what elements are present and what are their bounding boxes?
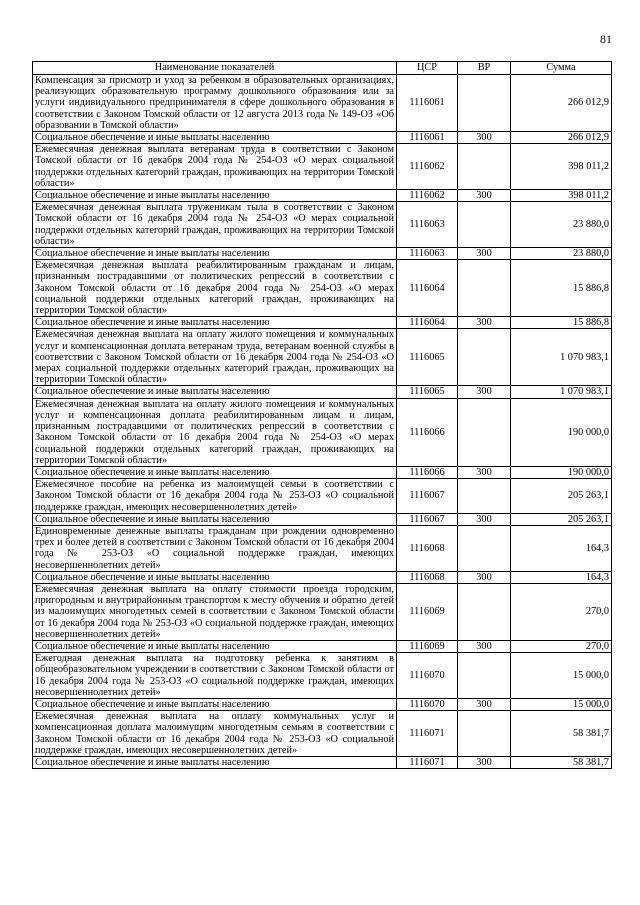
row-sum-cell: 164,3 xyxy=(511,571,612,583)
row-sum-cell: 1 070 983,1 xyxy=(511,386,612,398)
row-csr-cell: 1116065 xyxy=(397,329,458,386)
row-name-cell: Социальное обеспечение и иные выплаты населению xyxy=(33,190,397,202)
row-vr-cell xyxy=(458,144,511,190)
table-row xyxy=(33,132,612,144)
row-name-cell: Ежемесячная денежная выплата реабилитированным гражданам и лицам, признанным пострадавшими от политических репрессий в соответствии с Законом Томской области от 16 декабря 2004 года № 254-ОЗ «О мерах социальной поддержки отдельных категорий граждан, проживающих на территории Томской области» xyxy=(33,260,397,317)
row-csr-cell: 1116067 xyxy=(397,513,458,525)
row-name-cell: Ежемесячная денежная выплата труженикам тыла в соответствии с Законом Томской области от 16 декабря 2004 года № 254-ОЗ «О мерах социальной поддержки отдельных категорий граждан, проживающих на территории Томской области» xyxy=(33,202,397,248)
row-vr-cell xyxy=(458,398,511,466)
table-row xyxy=(33,398,612,466)
row-sum-cell: 266 012,9 xyxy=(511,75,612,132)
table-row xyxy=(33,260,612,317)
row-sum-cell: 15 000,0 xyxy=(511,653,612,699)
row-vr-cell xyxy=(458,583,511,640)
row-name-cell: Социальное обеспечение и иные выплаты населению xyxy=(33,571,397,583)
row-vr-cell xyxy=(458,260,511,317)
row-csr-cell: 1116061 xyxy=(397,75,458,132)
row-name-cell: Социальное обеспечение и иные выплаты населению xyxy=(33,698,397,710)
row-sum-cell: 15 000,0 xyxy=(511,698,612,710)
table-row xyxy=(33,711,612,757)
row-vr-cell xyxy=(458,525,511,571)
row-csr-cell: 1116066 xyxy=(397,398,458,466)
row-csr-cell: 1116064 xyxy=(397,260,458,317)
page-number: 81 xyxy=(600,32,612,46)
row-csr-cell: 1116068 xyxy=(397,525,458,571)
row-name-cell: Ежемесячная денежная выплата на оплату жилого помещения и коммунальных услуг и компенсационная доплата ветеранам труда, ветеранам военной службы в соответствии с Законом Томской области от 16 декабря 2004 года № 254-ОЗ «О мерах социальной поддержки отдельных категорий граждан, проживающих на территории Томской области» xyxy=(33,329,397,386)
row-sum-cell: 58 381,7 xyxy=(511,711,612,757)
row-name-cell: Социальное обеспечение и иные выплаты населению xyxy=(33,466,397,478)
table-row xyxy=(33,317,612,329)
row-sum-cell: 270,0 xyxy=(511,583,612,640)
row-sum-cell: 15 886,8 xyxy=(511,260,612,317)
row-vr-cell xyxy=(458,75,511,132)
row-vr-cell: 300 xyxy=(458,571,511,583)
table-row xyxy=(33,640,612,652)
row-name-cell: Социальное обеспечение и иные выплаты населению xyxy=(33,317,397,329)
table-row xyxy=(33,698,612,710)
row-sum-cell: 205 263,1 xyxy=(511,479,612,514)
row-sum-cell: 190 000,0 xyxy=(511,466,612,478)
row-vr-cell xyxy=(458,202,511,248)
table-body xyxy=(33,75,612,769)
row-name-cell: Ежемесячное пособие на ребенка из малоимущей семьи в соответствии с Законом Томской области от 16 декабря 2004 года № 253-ОЗ «О социальной поддержке граждан, имеющих несовершеннолетних детей» xyxy=(33,479,397,514)
row-name-cell: Социальное обеспечение и иные выплаты населению xyxy=(33,756,397,768)
row-vr-cell: 300 xyxy=(458,386,511,398)
row-sum-cell: 1 070 983,1 xyxy=(511,329,612,386)
row-vr-cell: 300 xyxy=(458,640,511,652)
row-csr-cell: 1116069 xyxy=(397,640,458,652)
row-vr-cell xyxy=(458,653,511,699)
row-name-cell: Ежемесячная денежная выплата на оплату жилого помещения и коммунальных услуг и компенсационная доплата реабилитированным лицам и лицам, признанным пострадавшими от политических репрессий в соответствии с Законом Томской области от 16 декабря 2004 года № 254-ОЗ «О мерах социальной поддержки отдельных категорий граждан, проживающих на территории Томской области» xyxy=(33,398,397,466)
row-vr-cell: 300 xyxy=(458,248,511,260)
row-csr-cell: 1116064 xyxy=(397,317,458,329)
row-name-cell: Социальное обеспечение и иные выплаты населению xyxy=(33,386,397,398)
row-csr-cell: 1116065 xyxy=(397,386,458,398)
row-vr-cell xyxy=(458,711,511,757)
row-vr-cell: 300 xyxy=(458,190,511,202)
row-sum-cell: 23 880,0 xyxy=(511,202,612,248)
row-csr-cell: 1116063 xyxy=(397,248,458,260)
table-row xyxy=(33,479,612,514)
row-name-cell: Ежемесячная денежная выплата ветеранам труда в соответствии с Законом Томской области от 16 декабря 2004 года № 254-ОЗ «О мерах социальной поддержки отдельных категорий граждан, проживающих на территории Томской области» xyxy=(33,144,397,190)
row-csr-cell: 1116066 xyxy=(397,466,458,478)
row-sum-cell: 164,3 xyxy=(511,525,612,571)
header-name: Наименование показателей xyxy=(33,62,397,75)
row-vr-cell: 300 xyxy=(458,466,511,478)
row-csr-cell: 1116068 xyxy=(397,571,458,583)
row-csr-cell: 1116070 xyxy=(397,653,458,699)
row-sum-cell: 58 381,7 xyxy=(511,756,612,768)
row-name-cell: Ежемесячная денежная выплата на оплату стоимости проезда городским, пригородным и внутрирайонным транспортом к месту обучения и обратно детей из малоимущих многодетных семей в соответствии с Законом Томской области от 16 декабря 2004 года № 253-ОЗ «О социальной поддержке граждан, имеющих несовершеннолетних детей» xyxy=(33,583,397,640)
table-row xyxy=(33,144,612,190)
row-sum-cell: 205 263,1 xyxy=(511,513,612,525)
table-row xyxy=(33,756,612,768)
table-row xyxy=(33,525,612,571)
row-vr-cell xyxy=(458,329,511,386)
budget-table xyxy=(32,61,612,769)
row-csr-cell: 1116071 xyxy=(397,756,458,768)
row-sum-cell: 190 000,0 xyxy=(511,398,612,466)
row-vr-cell xyxy=(458,479,511,514)
row-sum-cell: 398 011,2 xyxy=(511,144,612,190)
row-name-cell: Ежегодная денежная выплата на подготовку ребенка к занятиям в общеобразовательном учреждении в соответствии с Законом Томской области от 16 декабря 2004 года № 253-ОЗ «О социальной поддержке граждан, имеющих несовершеннолетних детей» xyxy=(33,653,397,699)
row-name-cell: Единовременные денежные выплаты гражданам при рождении одновременно трех и более детей в соответствии с Законом Томской области от 16 декабря 2004 года № 253-ОЗ «О социальной поддержке граждан, имеющих несовершеннолетних детей» xyxy=(33,525,397,571)
table-row xyxy=(33,190,612,202)
row-name-cell: Социальное обеспечение и иные выплаты населению xyxy=(33,248,397,260)
row-name-cell: Ежемесячная денежная выплата на оплату коммунальных услуг и компенсационная доплата малоимущим многодетным семьям в соответствии с Законом Томской области от 16 декабря 2004 года № 253-ОЗ «О социальной поддержке граждан, имеющих несовершеннолетних детей» xyxy=(33,711,397,757)
row-sum-cell: 270,0 xyxy=(511,640,612,652)
row-vr-cell: 300 xyxy=(458,698,511,710)
table-row xyxy=(33,571,612,583)
row-csr-cell: 1116069 xyxy=(397,583,458,640)
row-sum-cell: 15 886,8 xyxy=(511,317,612,329)
row-csr-cell: 1116062 xyxy=(397,190,458,202)
row-csr-cell: 1116067 xyxy=(397,479,458,514)
row-name-cell: Социальное обеспечение и иные выплаты населению xyxy=(33,640,397,652)
row-vr-cell: 300 xyxy=(458,756,511,768)
row-csr-cell: 1116062 xyxy=(397,144,458,190)
table-row xyxy=(33,513,612,525)
row-sum-cell: 23 880,0 xyxy=(511,248,612,260)
header-sum: Сумма xyxy=(511,62,612,75)
row-name-cell: Компенсация за присмотр и уход за ребенком в образовательных организациях, реализующих образовательную программу дошкольного образования или за услуги индивидуального предпринимателя в сфере дошкольного образования в соответствии с Законом Томской области от 12 августа 2013 года № 149-ОЗ «Об образовании в Томской области» xyxy=(33,75,397,132)
row-sum-cell: 266 012,9 xyxy=(511,132,612,144)
table-row xyxy=(33,386,612,398)
row-vr-cell: 300 xyxy=(458,317,511,329)
table-row xyxy=(33,248,612,260)
row-vr-cell: 300 xyxy=(458,513,511,525)
header-vr: ВР xyxy=(458,62,511,75)
row-csr-cell: 1116063 xyxy=(397,202,458,248)
row-sum-cell: 398 011,2 xyxy=(511,190,612,202)
table-row xyxy=(33,583,612,640)
table-row xyxy=(33,202,612,248)
table-row xyxy=(33,329,612,386)
row-name-cell: Социальное обеспечение и иные выплаты населению xyxy=(33,513,397,525)
header-csr: ЦСР xyxy=(397,62,458,75)
table-row xyxy=(33,75,612,132)
row-csr-cell: 1116061 xyxy=(397,132,458,144)
table-row xyxy=(33,466,612,478)
row-name-cell: Социальное обеспечение и иные выплаты населению xyxy=(33,132,397,144)
row-vr-cell: 300 xyxy=(458,132,511,144)
table-header-row xyxy=(33,62,612,75)
row-csr-cell: 1116071 xyxy=(397,711,458,757)
table-row xyxy=(33,653,612,699)
row-csr-cell: 1116070 xyxy=(397,698,458,710)
